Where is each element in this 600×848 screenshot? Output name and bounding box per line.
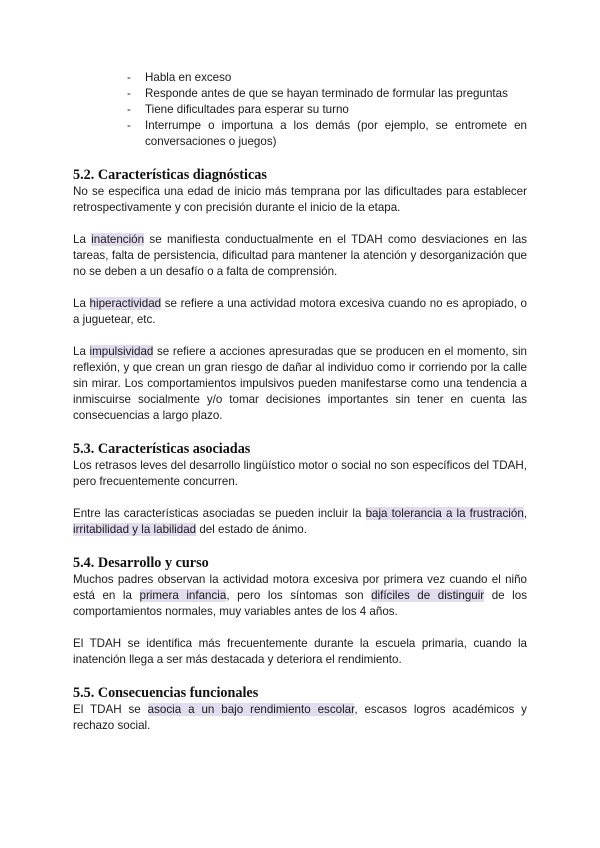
symptom-list xyxy=(73,70,527,150)
paragraph: Entre las características asociadas se pueden incluir la baja tolerancia a la frustración, irritabilidad y la labilidad del estado de ánimo. xyxy=(73,507,528,536)
list-item: - Habla en exceso xyxy=(127,71,232,84)
paragraph: No se especifica una edad de inicio más temprana por las dificultades para establecer retrospectivamente y con precisión durante el inicio de la etapa. xyxy=(73,185,527,214)
paragraph: La hiperactividad se refiere a una actividad motora excesiva cuando no es apropiado, o a juguetear, etc. xyxy=(73,297,528,326)
list-item: - Interrumpe o importuna a los demás (por ejemplo, se entromete en conversaciones o juegos) xyxy=(127,119,527,148)
document-page xyxy=(73,70,527,734)
highlight: irritabilidad y la labilidad xyxy=(73,523,197,536)
paragraph: Los retrasos leves del desarrollo lingüístico motor o social no son específicos del TDAH, pero frecuentemente concurren. xyxy=(73,459,527,488)
list-item: - Tiene dificultades para esperar su turno xyxy=(127,103,349,116)
paragraph: El TDAH se identifica más frecuentemente durante la escuela primaria, cuando la inatención llega a ser más destacada y deteriora el rendimiento. xyxy=(73,637,527,666)
paragraph: Muchos padres observan la actividad motora excesiva por primera vez cuando el niño está en la primera infancia, pero los síntomas son difíciles de distinguir de los comportamientos normales, muy variables antes de los 4 años. xyxy=(73,573,527,618)
highlight: impulsividad xyxy=(89,345,154,358)
section-heading-5-5: 5.5. Consecuencias funcionales xyxy=(73,685,259,701)
section-heading-5-3: 5.3. Características asociadas xyxy=(73,441,251,457)
highlight: hiperactividad xyxy=(89,297,162,310)
section-heading-5-2: 5.2. Características diagnósticas xyxy=(73,167,267,183)
highlight: primera infancia xyxy=(139,589,227,602)
paragraph: El TDAH se asocia a un bajo rendimiento escolar, escasos logros académicos y rechazo social. xyxy=(73,703,527,732)
highlight: difíciles de distinguir xyxy=(371,589,485,602)
paragraph: La impulsividad se refiere a acciones apresuradas que se producen en el momento, sin reflexión, y que crean un gran riesgo de dañar al individuo como ir corriendo por la calle sin mirar. Los comportamientos impulsivos pueden manifestarse como una tendencia a inmiscuirse socialmente y/o tomar decisiones importantes sin tener en cuenta las consecuencias a largo plazo. xyxy=(73,345,528,422)
section-heading-5-4: 5.4. Desarrollo y curso xyxy=(73,555,209,571)
paragraph: La inatención se manifiesta conductualmente en el TDAH como desviaciones en las tareas, falta de persistencia, dificultad para mantener la atención y desorganización que no se deben a un desafío o a falta de comprensión. xyxy=(73,233,527,278)
list-item: - Responde antes de que se hayan terminado de formular las preguntas xyxy=(127,87,508,100)
highlight: inatención xyxy=(91,233,145,246)
highlight: asocia a un bajo rendimiento escolar xyxy=(147,703,355,716)
highlight: baja tolerancia a la frustración xyxy=(365,507,524,520)
